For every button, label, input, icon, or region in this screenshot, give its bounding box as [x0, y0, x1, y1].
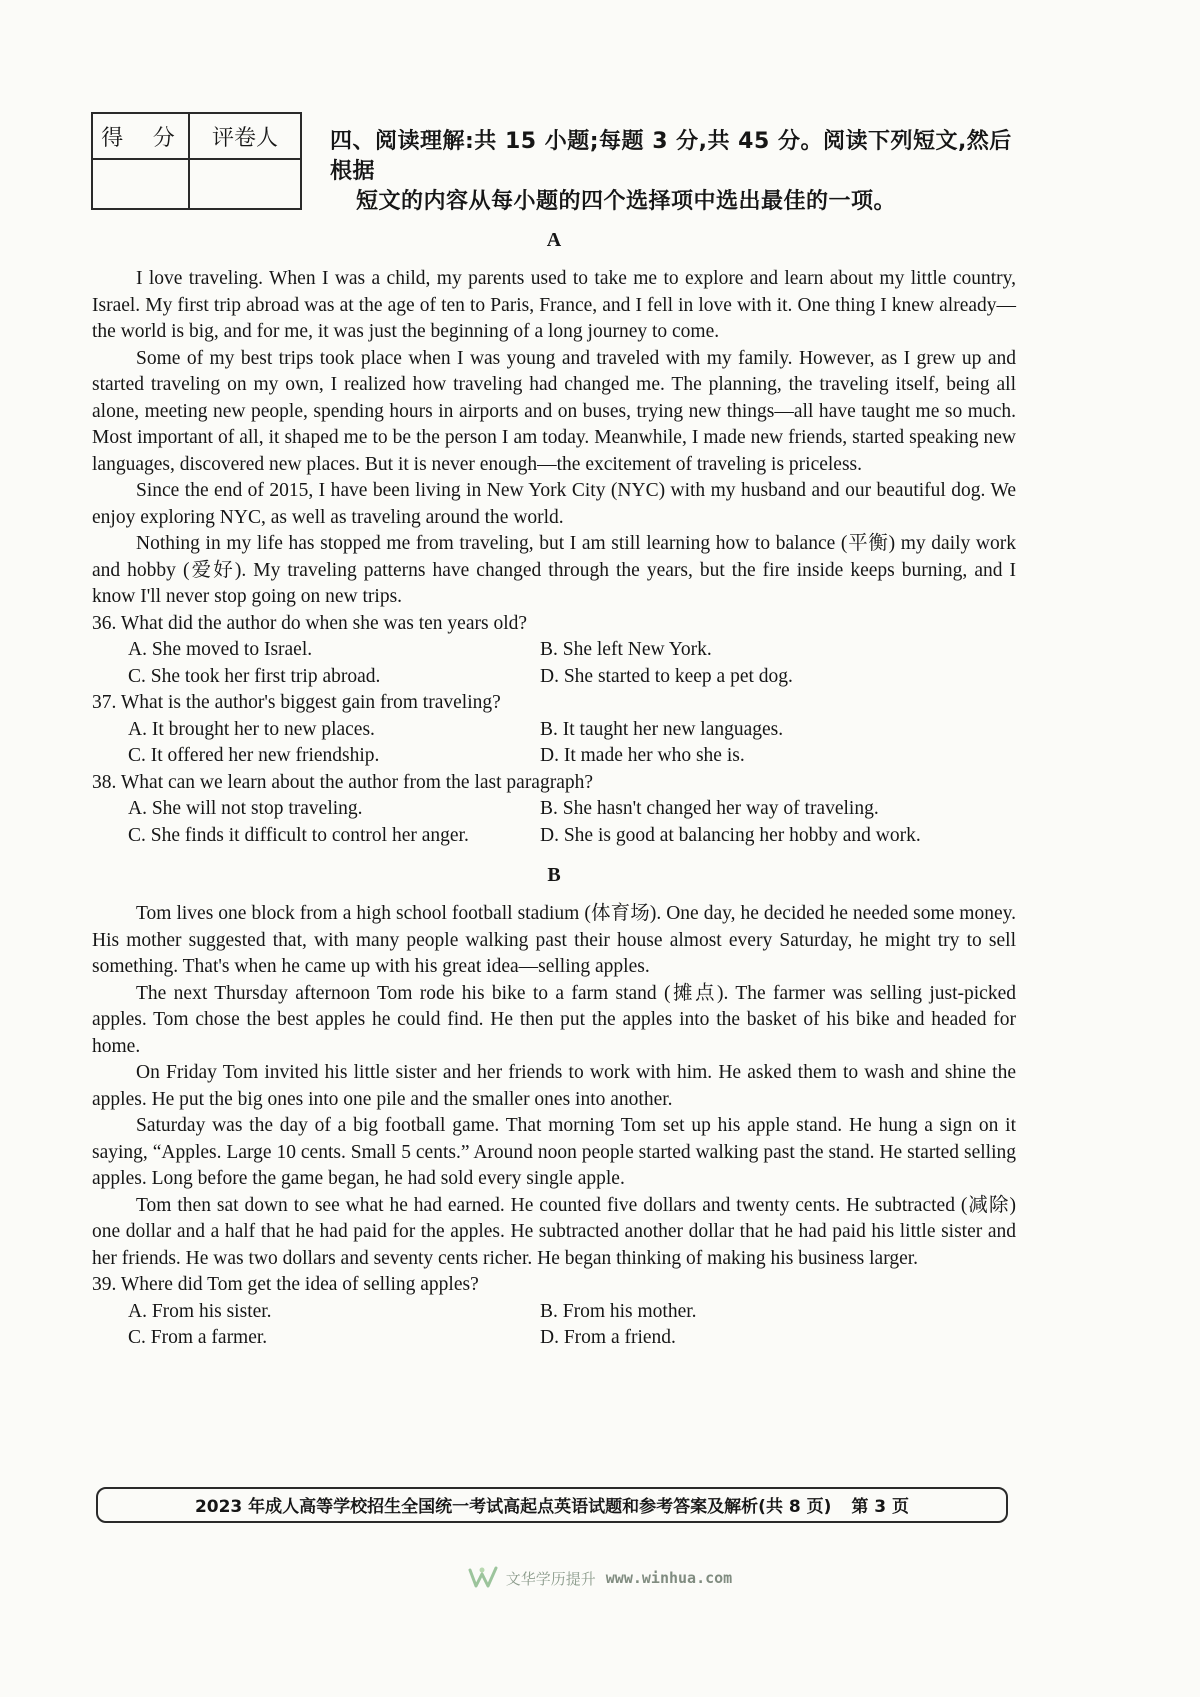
part-a-paragraph: I love traveling. When I was a child, my parents used to take me to explore and learn about my little country, Israel. My first trip abroad was at the age of ten to Paris, France, and I fell in love with it. One thing I knew already—the world is big, and for me, it was just the beginning of a long journey to come.	[92, 268, 1016, 342]
option-b: B. She left New York.	[540, 639, 712, 660]
question-39: 39. Where did Tom get the idea of selling apples?	[92, 1274, 479, 1295]
question-36-options	[92, 637, 1016, 690]
option-d: D. She is good at balancing her hobby and work.	[540, 824, 921, 846]
option-a: A. It brought her to new places.	[128, 718, 375, 740]
section-title-line1: 四、阅读理解:共 15 小题;每题 3 分,共 45 分。阅读下列短文,然后根据	[330, 129, 1012, 184]
part-b-paragraph: Tom then sat down to see what he had earned. He counted five dollars and twenty cents. He subtracted (减除) one dollar and a half that he had paid for the apples. He subtracted another dollar that he had paid his little sister and her friends. He was two dollars and seventy cents richer. He began thinking of making his business larger.	[92, 1194, 1016, 1269]
question-37: 37. What is the author's biggest gain from traveling?	[92, 692, 501, 713]
question-38-options	[92, 796, 1016, 849]
option-a: A. She will not stop traveling.	[128, 798, 363, 819]
part-b-paragraph: Tom lives one block from a high school football stadium (体育场). One day, he decided he needed some money. His mother suggested that, with many people walking past their house almost every Saturday, he might try to sell something. That's when he came up with his great idea—selling apples.	[92, 903, 1016, 977]
part-a-paragraph: Some of my best trips took place when I was young and traveled with my family. However, as I grew up and started traveling on my own, I realized how traveling had changed me. The planning, the traveling itself, being all alone, meeting new people, spending hours in airports and on buses, trying new things—all have taught me so much. Most important of all, it shaped me to be the person I am today. Meanwhile, I made new friends, started speaking new languages, discovered new places. But it is never enough—the excitement of traveling is priceless.	[92, 347, 1016, 475]
question-37-options	[92, 717, 1016, 770]
score-cell	[92, 159, 189, 209]
section-title	[330, 127, 1020, 217]
part-b-paragraph: The next Thursday afternoon Tom rode his bike to a farm stand (摊点). The farmer was selling just-picked apples. Tom chose the best apples he could find. He then put the apples into the basket of his bike and headed for home.	[92, 982, 1016, 1057]
option-b: B. It taught her new languages.	[540, 718, 784, 740]
winhua-logo-icon	[468, 1566, 498, 1590]
option-b: B. She hasn't changed her way of traveling.	[540, 798, 879, 819]
part-b-paragraph: On Friday Tom invited his little sister and her friends to work with him. He asked them to wash and shine the apples. He put the big ones into one pile and the smaller ones into another.	[92, 1062, 1016, 1110]
part-a-paragraph: Since the end of 2015, I have been living in New York City (NYC) with my husband and our beautiful dog. We enjoy exploring NYC, as well as traveling around the world.	[92, 480, 1016, 528]
option-c: C. From a farmer.	[128, 1327, 268, 1348]
option-d: D. She started to keep a pet dog.	[540, 665, 793, 687]
option-d: D. It made her who she is.	[540, 745, 745, 766]
part-a-paragraph: Nothing in my life has stopped me from traveling, but I am still learning how to balance (平衡) my daily work and hobby (爱好). My traveling patterns have changed through the years, but the fire inside keeps burning, and I know I'll never stop going on new trips.	[92, 533, 1016, 607]
score-label: 得 分	[92, 113, 189, 159]
question-38: 38. What can we learn about the author from the last paragraph?	[92, 771, 594, 793]
part-b-paragraph: Saturday was the day of a big football game. That morning Tom set up his apple stand. He hung a sign on it saying, “Apples. Large 10 cents. Small 5 cents.” Around noon people started walking past the stand. He started selling apples. Long before the game began, he had sold every single apple.	[92, 1115, 1016, 1189]
reading-content	[92, 226, 1016, 1352]
part-a-label: A	[546, 229, 562, 251]
watermark-brand: 文华学历提升	[505, 1569, 596, 1588]
option-c: C. She finds it difficult to control her anger.	[128, 824, 469, 846]
footer-title: 2023 年成人高等学校招生全国统一考试高起点英语试题和参考答案及解析(共 8 页)	[194, 1497, 832, 1517]
score-table	[91, 112, 302, 210]
section-title-line2: 短文的内容从每小题的四个选择项中选出最佳的一项。	[356, 189, 897, 214]
part-b-label: B	[547, 864, 561, 886]
grader-cell	[189, 159, 301, 209]
question-36: 36. What did the author do when she was ten years old?	[92, 612, 528, 634]
option-b: B. From his mother.	[540, 1300, 697, 1322]
grader-label: 评卷人	[189, 113, 301, 159]
watermark-site[interactable]: www.winhua.com	[605, 1569, 733, 1587]
option-a: A. She moved to Israel.	[128, 639, 313, 660]
page-footer	[96, 1487, 1008, 1523]
option-c: C. It offered her new friendship.	[128, 745, 380, 766]
question-39-options	[92, 1299, 1016, 1352]
option-c: C. She took her first trip abroad.	[128, 665, 381, 687]
page-number: 第 3 页	[851, 1497, 910, 1517]
watermark	[0, 1558, 1200, 1598]
option-a: A. From his sister.	[128, 1300, 272, 1322]
option-d: D. From a friend.	[540, 1327, 676, 1348]
